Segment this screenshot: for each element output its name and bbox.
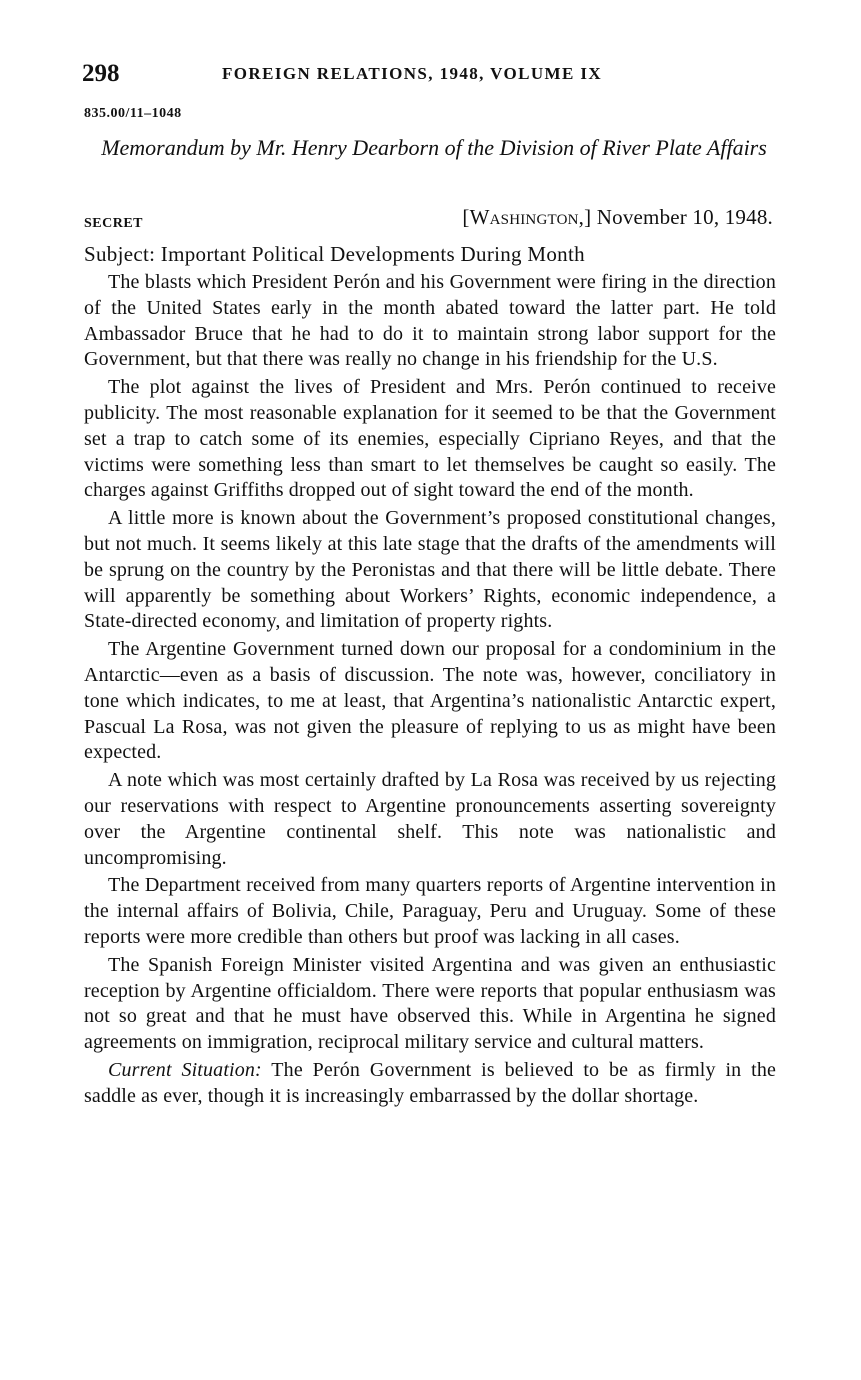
paragraph: The plot against the lives of President and Mrs. Perón continued to receive publicity. The most reasonable explanation for it seemed to be that the Government set a trap to catch some of its enemies, especially Cipriano Reyes, and that the victims were something less than smart to let themselves be caught so easily. The charges against Griffiths dropped out of sight toward the end of the month.	[84, 376, 776, 502]
page-number: 298	[82, 60, 120, 87]
subject-label: Subject:	[84, 242, 156, 266]
paragraph: The Argentine Government turned down our proposal for a condominium in the Antarctic—even as a basis of discussion. The note was, however, conciliatory in tone which indicates, to me at least, that Argentina’s nationalistic Antarctic expert, Pascual La Rosa, was not given the pleasure of replying to us as might have been expected.	[84, 638, 776, 764]
classification-label: SECRET	[84, 216, 144, 231]
dateline	[462, 205, 773, 230]
series-title: FOREIGN RELATIONS, 1948, VOLUME IX	[222, 64, 603, 83]
paragraph: The Department received from many quarters reports of Argentine intervention in the internal affairs of Bolivia, Chile, Paraguay, Peru and Uruguay. Some of these reports were more credible than others but proof was lacking in all cases.	[84, 874, 776, 948]
dateline-date: November 10, 1948.	[596, 205, 773, 229]
paragraph: The Spanish Foreign Minister visited Argentina and was given an enthusiastic reception by Argentine officialdom. There were reports that popular enthusiasm was not so great and that he must have observed this. While in Argentina he signed agreements on immigration, reciprocal military service and cultural matters.	[84, 953, 776, 1054]
paragraph: The blasts which President Perón and his Government were firing in the direction of the United States early in the month abated toward the latter part. He told Ambassador Bruce that he had to do it to maintain strong labor support for the Government, but that there was really no change in his friendship for the U.S.	[84, 271, 776, 371]
current-situation-paragraph	[84, 1058, 776, 1110]
current-situation-label: Current Situation:	[108, 1058, 262, 1081]
current-situation-text: The Perón Government is believed to be as firmly in the saddle as ever, though it is increasingly embarrassed by the dollar shortage.	[84, 1058, 776, 1107]
running-head	[82, 60, 782, 92]
subject-text: Important Political Developments During Month	[160, 242, 585, 266]
memorandum-body	[84, 270, 776, 1110]
paragraph: A little more is known about the Government’s proposed constitutional changes, but not much. It seems likely at this late stage that the drafts of the amendments will be sprung on the country by the Peronistas and that there will be little debate. There will apparently be something about Workers’ Rights, economic independence, a State-directed economy, and limitation of property rights.	[84, 507, 776, 633]
document-title: Memorandum by Mr. Henry Dearborn of the Division of River Plate Affairs	[101, 135, 767, 160]
paragraph: A note which was most certainly drafted by La Rosa was received by us rejecting our reservations with respect to Argentine pronouncements asserting sovereignty over the Argentine continental shelf. This note was nationalistic and uncompromising.	[84, 769, 776, 869]
file-number: 835.00/11–1048	[84, 106, 182, 121]
subject-line	[84, 242, 585, 267]
dateline-place: [Washington,]	[462, 205, 592, 229]
